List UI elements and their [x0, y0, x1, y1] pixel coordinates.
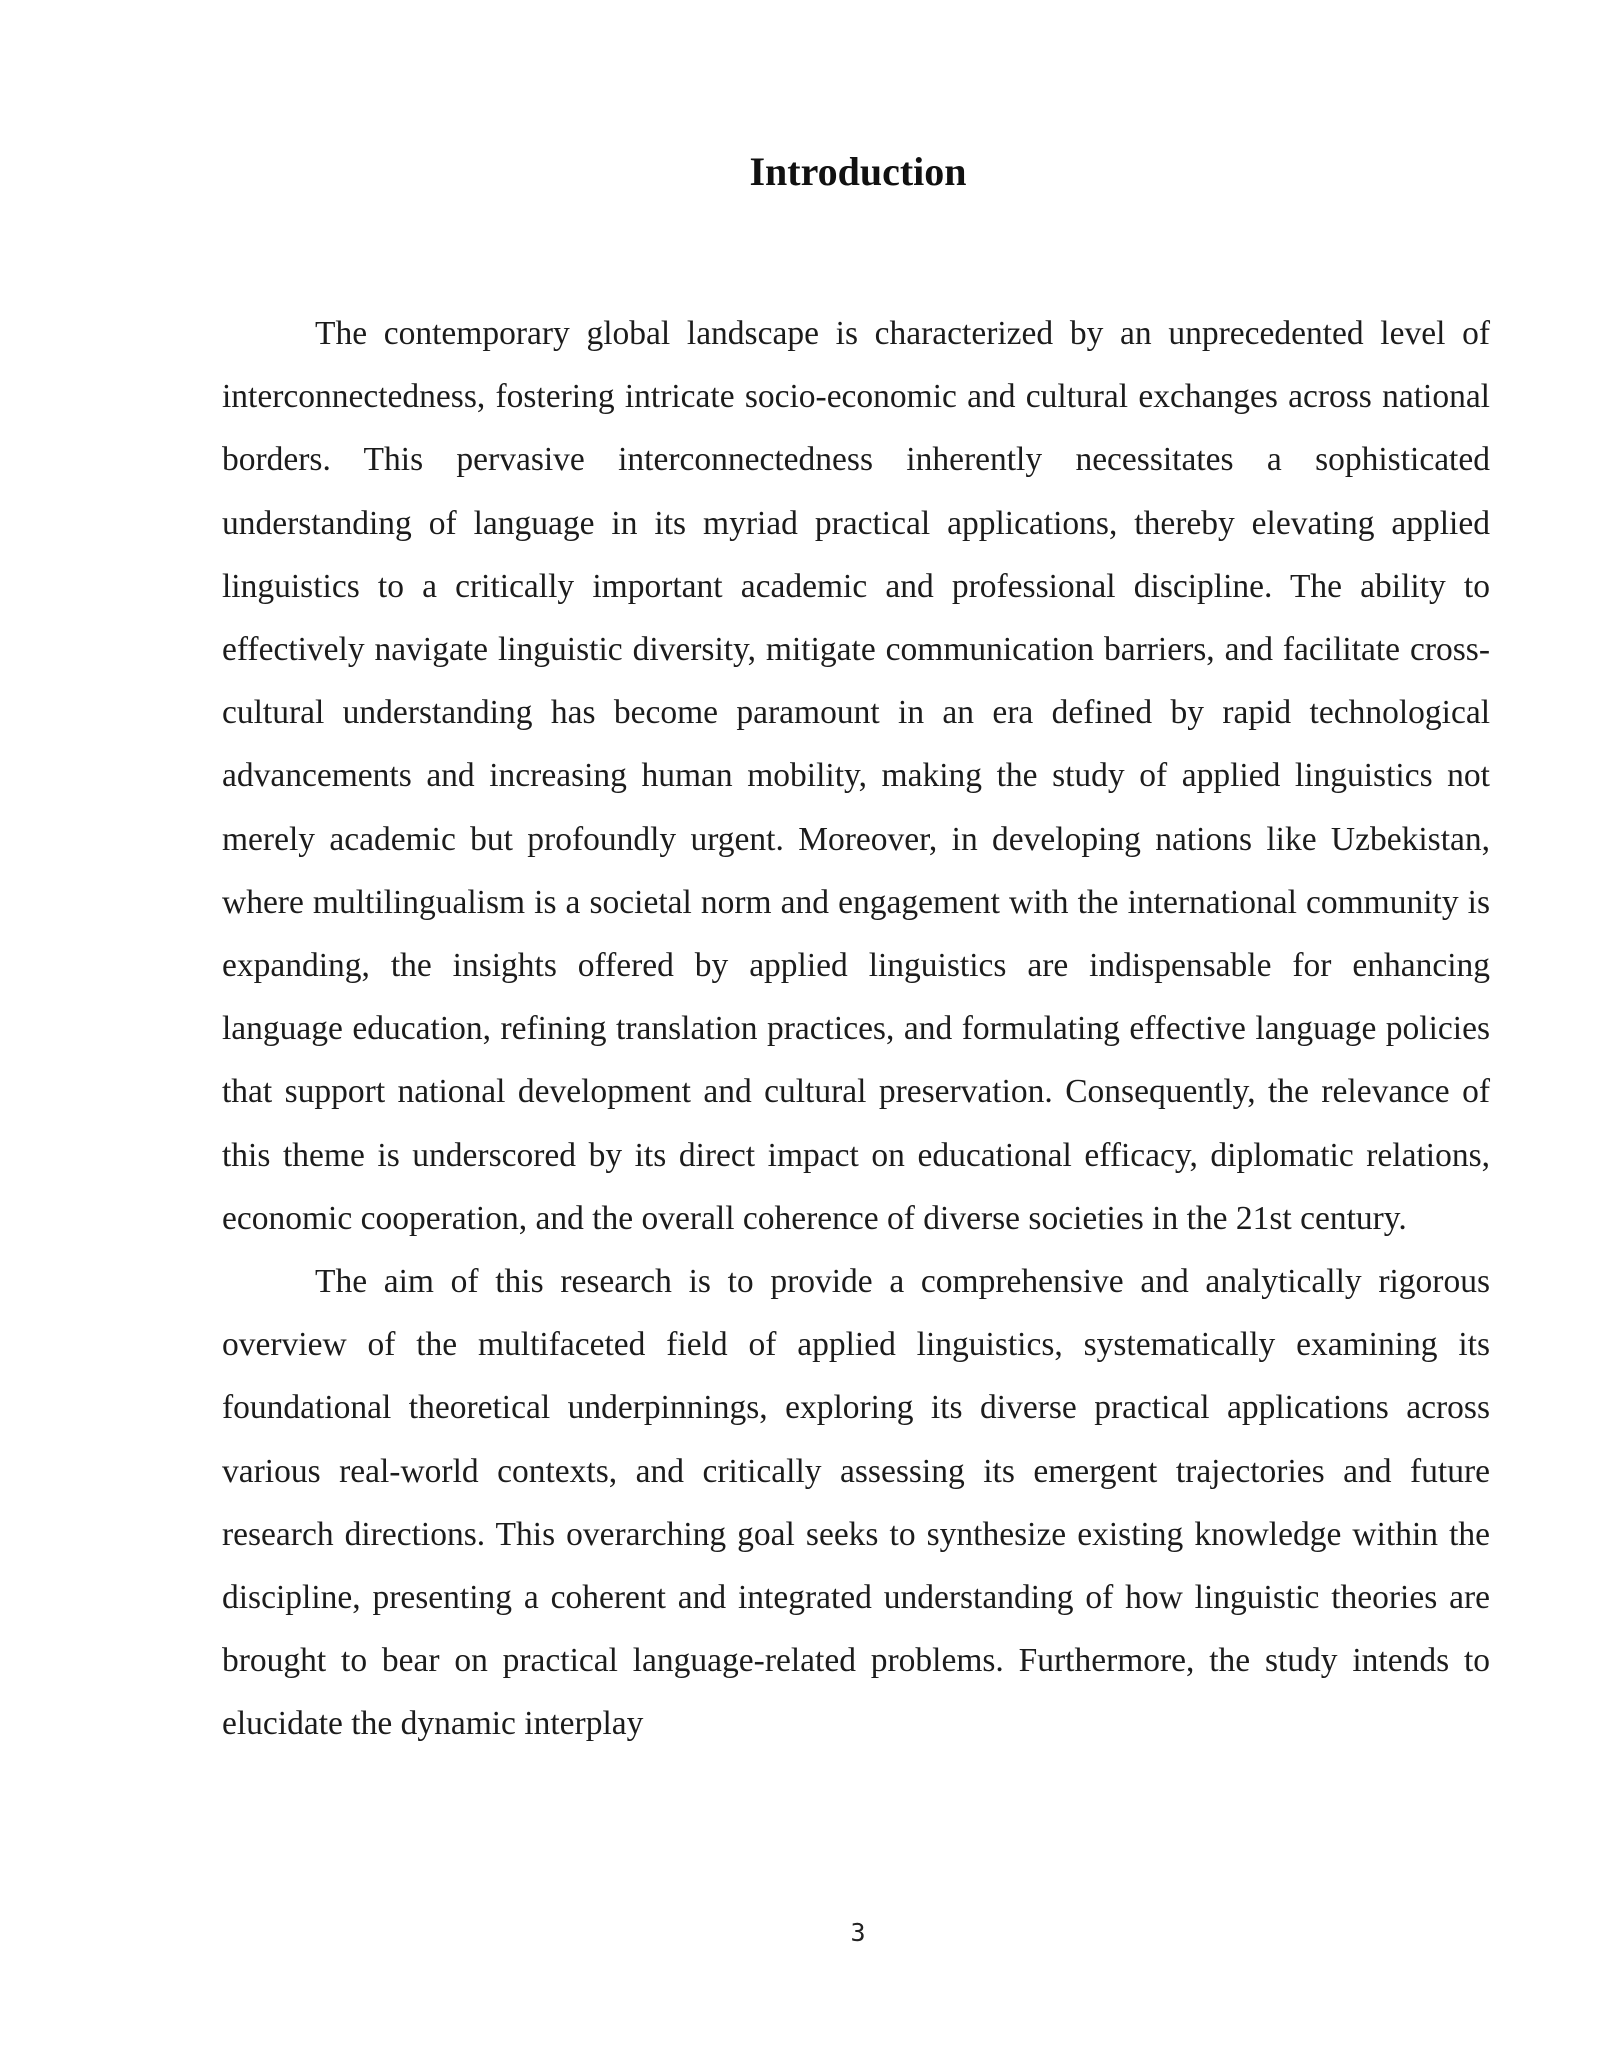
body-text [222, 302, 1490, 1756]
page-title: Introduction [749, 149, 967, 194]
paragraph-aim: The aim of this research is to provide a comprehensive and analytically rigorous overview of the multifaceted field of applied linguistics, systematically examining its foundational theoretical underpinnings, exploring its diverse practical applications across various real-world contexts, and critically assessing its emergent trajectories and future research directions. This overarching goal seeks to synthesize existing knowledge within the discipline, presenting a coherent and integrated understanding of how linguistic theories are brought to bear on practical language-related problems. Furthermore, the study intends to elucidate the dynamic interplay [222, 1263, 1490, 1743]
paragraph-relevance: The contemporary global landscape is characterized by an unprecedented level of interconnectedness, fostering intricate socio-economic and cultural exchanges across national borders. This pervasive interconnectedness inherently necessitates a sophisticated understanding of language in its myriad practical applications, thereby elevating applied linguistics to a critically important academic and professional discipline. The ability to effectively navigate linguistic diversity, mitigate communication barriers, and facilitate cross-cultural understanding has become paramount in an era defined by rapid technological advancements and increasing human mobility, making the study of applied linguistics not merely academic but profoundly urgent. Moreover, in developing nations like Uzbekistan, where multilingualism is a societal norm and engagement with the international community is expanding, the insights offered by applied linguistics are indispensable for enhancing language education, refining translation practices, and formulating effective language policies that support national development and cultural preservation. Consequently, the relevance of this theme is underscored by its direct impact on educational efficacy, diplomatic relations, economic cooperation, and the overall coherence of diverse societies in the 21st century. [222, 315, 1490, 1237]
page-number: 3 [850, 1918, 866, 1947]
